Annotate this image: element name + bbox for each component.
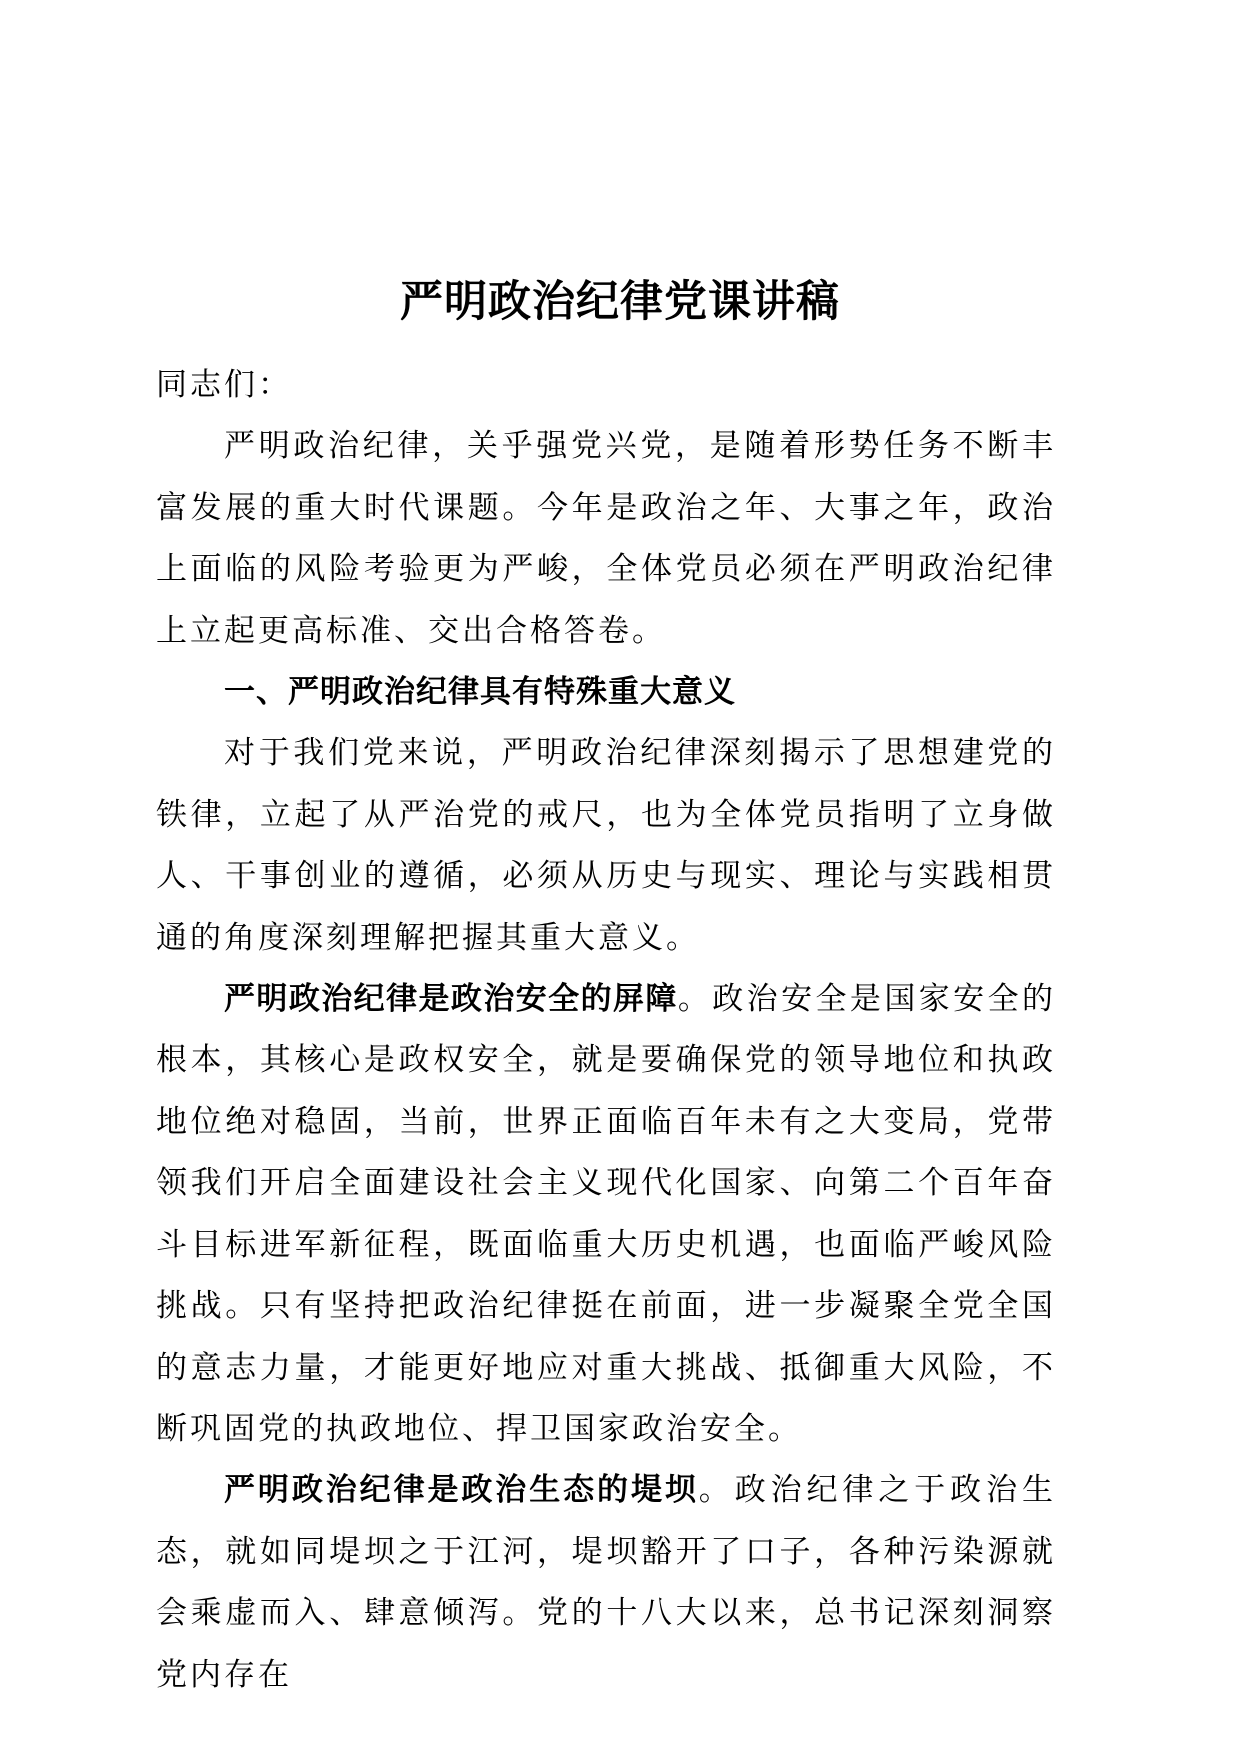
document-body	[156, 355, 1056, 1706]
point-text-1: 。政治安全是国家安全的根本，其核心是政权安全，就是要确保党的领导地位和执政地位绝对稳固，当前，世界正面临百年未有之大变局，党带领我们开启全面建设社会主义现代化国家、向第二个百年奋斗目标进军新征程，既面临重大历史机遇，也面临严峻风险挑战。只有坚持把政治纪律挺在前面，进一步凝聚全党全国的意志力量，才能更好地应对重大挑战、抵御重大风险，不断巩固党的执政地位、捍卫国家政治安全。	[156, 981, 1057, 1447]
point-paragraph-2	[156, 1460, 1056, 1706]
intro-paragraph: 严明政治纪律，关乎强党兴党，是随着形势任务不断丰富发展的重大时代课题。今年是政治之年、大事之年，政治上面临的风险考验更为严峻，全体党员必须在严明政治纪律上立起更高标准、交出合格答卷。	[156, 428, 1056, 649]
document-title: 严明政治纪律党课讲稿	[400, 277, 840, 327]
salutation: 同志们：	[156, 367, 292, 403]
point-lead-1: 严明政治纪律是政治安全的屏障	[224, 981, 678, 1018]
point-text-2: 。政治纪律之于政治生态，就如同堤坝之于江河，堤坝豁开了口子，各种污染源就会乘虚而入、肆意倾泻。党的十八大以来，总书记深刻洞察党内存在	[156, 1472, 1056, 1693]
section-heading-1: 一、严明政治纪律具有特殊重大意义	[224, 674, 736, 711]
point-paragraph-1	[156, 969, 1056, 1460]
section-paragraph-1: 对于我们党来说，严明政治纪律深刻揭示了思想建党的铁律，立起了从严治党的戒尺，也为全体党员指明了立身做人、干事创业的遵循，必须从历史与现实、理论与实践相贯通的角度深刻理解把握其重大意义。	[156, 735, 1056, 956]
point-lead-2: 严明政治纪律是政治生态的堤坝	[224, 1472, 699, 1509]
